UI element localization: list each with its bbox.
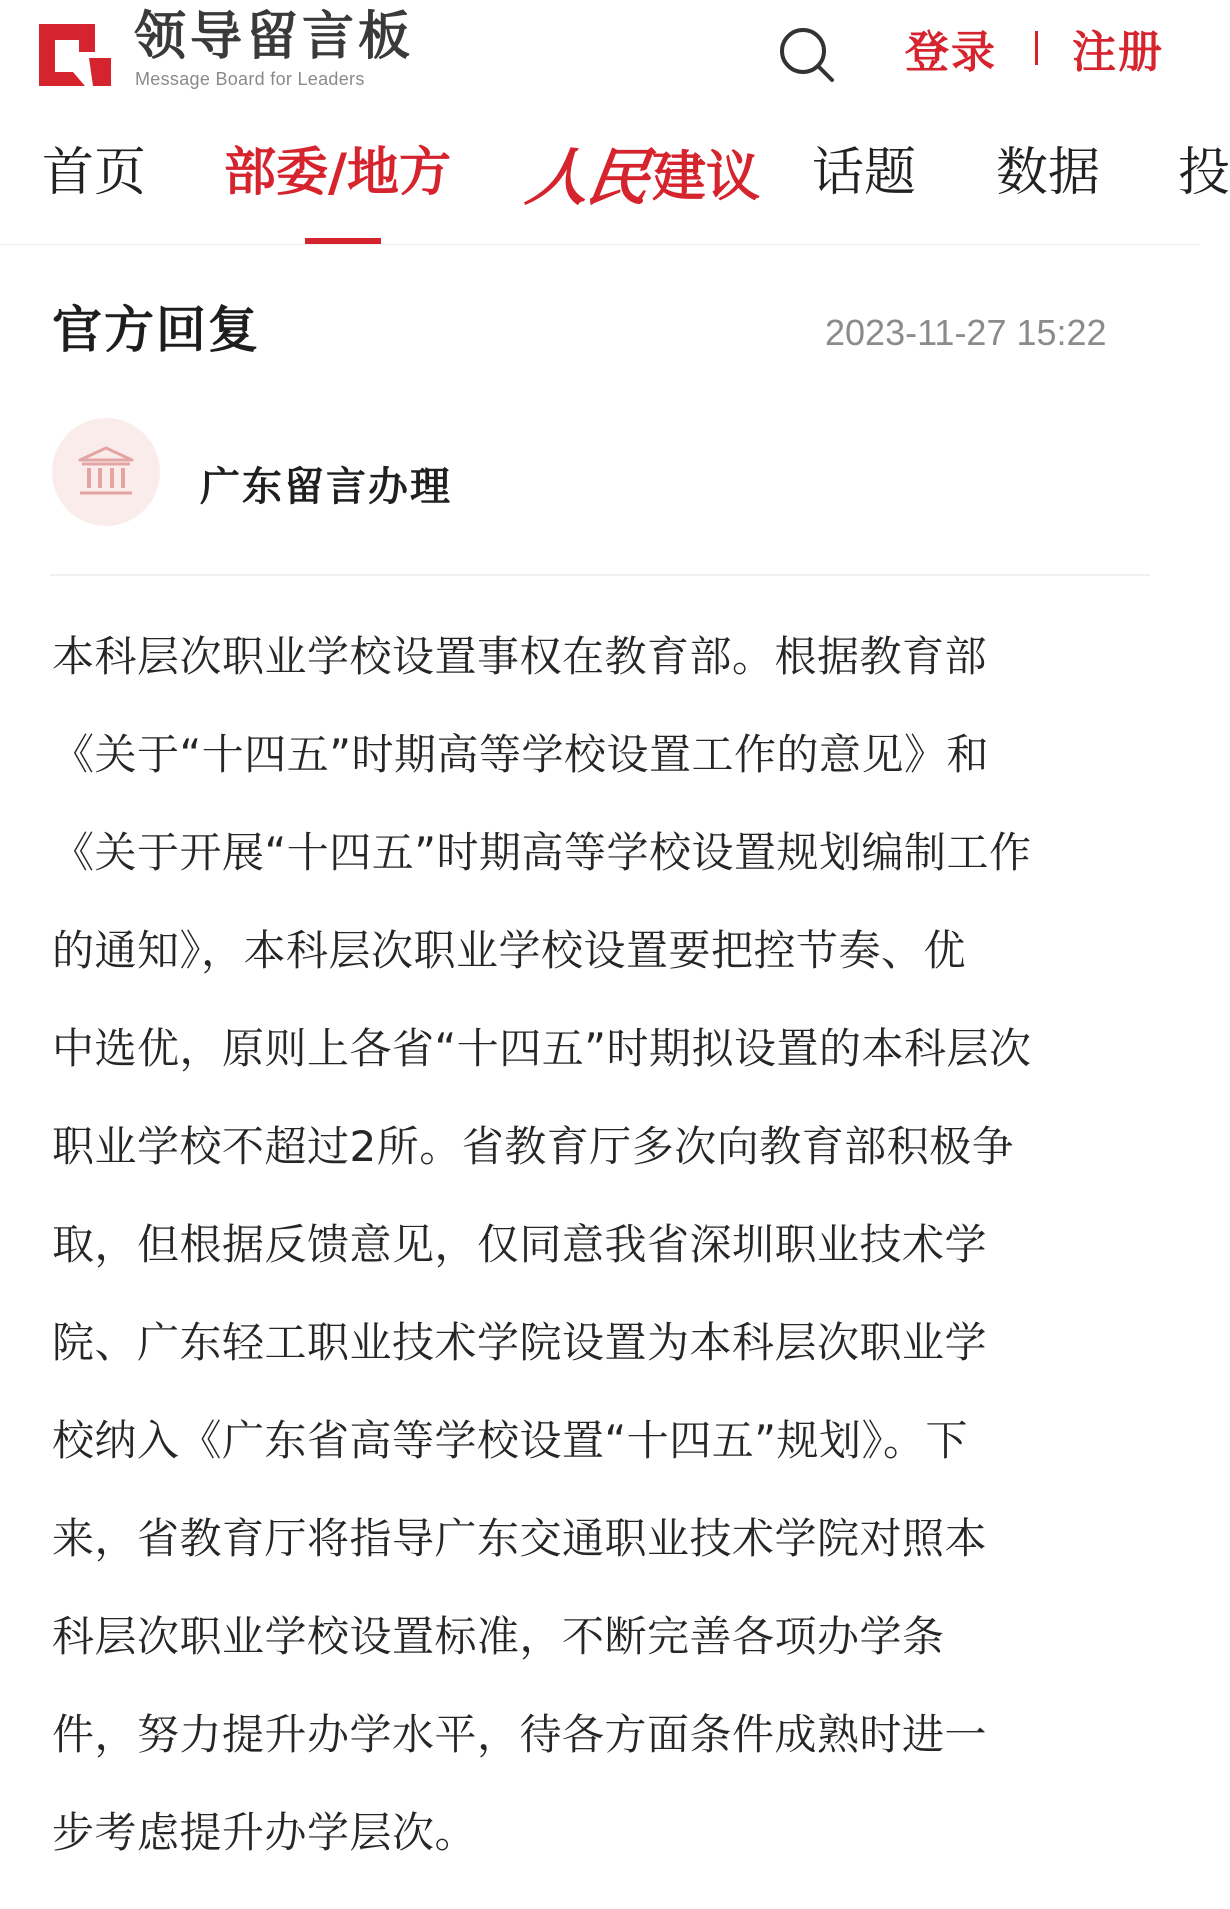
reply-text-line: 的通知》，本科层次职业学校设置要把控节奏、优 (52, 926, 967, 975)
reply-text-line: 步考虑提升办学层次。 (52, 1808, 478, 1857)
active-tab-indicator (305, 238, 381, 244)
people-brand-mark: 人民 (522, 141, 653, 214)
suggestions-label: 建议 (652, 145, 761, 208)
reply-text-line: 院、广东轻工职业技术学院设置为本科层次职业学 (52, 1318, 988, 1367)
reply-text-line: 来，省教育厅将指导广东交通职业技术学院对照本 (52, 1514, 988, 1563)
reply-text-line: 《关于开展“十四五”时期高等学校设置规划编制工作 (52, 828, 1032, 877)
reply-title: 官方回复 (52, 301, 260, 359)
auth-divider (1035, 31, 1038, 65)
main-nav (0, 118, 1230, 245)
section-divider (50, 574, 1150, 576)
reply-timestamp: 2023-11-27 15:22 (825, 312, 1107, 353)
reply-text-line: 本科层次职业学校设置事权在教育部。根据教育部 (52, 632, 988, 681)
search-icon[interactable] (776, 24, 838, 86)
nav-item-topics[interactable]: 话题 (812, 143, 917, 203)
nav-item-people-suggestions[interactable] (522, 128, 761, 217)
reply-text-line: 《关于“十四五”时期高等学校设置工作的意见》和 (52, 730, 990, 779)
top-header (0, 0, 1200, 110)
login-link[interactable]: 登录 (905, 27, 997, 78)
nav-item-home[interactable]: 首页 (42, 143, 147, 203)
government-building-icon (52, 418, 160, 526)
site-title: 领导留言板 (134, 7, 415, 67)
site-subtitle: Message Board for Leaders (135, 69, 365, 89)
reply-text-line: 职业学校不超过2所。省教育厅多次向教育部积极争 (52, 1122, 1015, 1171)
reply-text-line: 科层次职业学校设置标准，不断完善各项办学条 (52, 1612, 945, 1661)
nav-item-overflow[interactable]: 投 (1178, 143, 1230, 203)
org-name: 广东留言办理 (200, 464, 452, 510)
reply-text-line: 取，但根据反馈意见，仅同意我省深圳职业技术学 (52, 1220, 988, 1269)
reply-text-line: 校纳入《广东省高等学校设置“十四五”规划》。下 (52, 1416, 969, 1465)
nav-item-ministries-local[interactable]: 部委/地方 (224, 143, 451, 203)
reply-text-line: 中选优，原则上各省“十四五”时期拟设置的本科层次 (52, 1024, 1032, 1073)
reply-text-line: 件，努力提升办学水平，待各方面条件成熟时进一 (52, 1710, 988, 1759)
logo-icon[interactable] (33, 12, 115, 90)
nav-item-data[interactable]: 数据 (996, 143, 1101, 203)
auth-links (905, 18, 1164, 78)
register-link[interactable]: 注册 (1072, 27, 1164, 78)
